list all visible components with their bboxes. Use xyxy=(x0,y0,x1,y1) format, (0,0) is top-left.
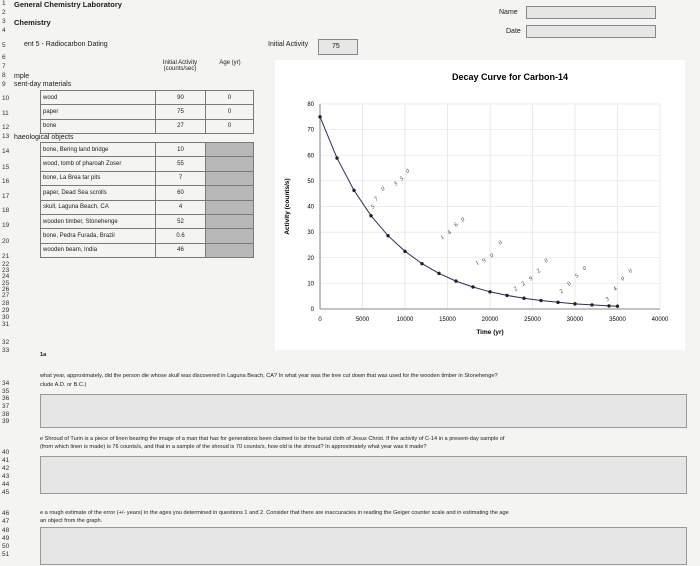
table-row xyxy=(41,171,254,185)
data-point xyxy=(369,214,372,217)
activity-column-header: Initial Activity (counts/sec) xyxy=(162,60,198,72)
chart-background xyxy=(275,60,685,350)
object-activity[interactable]: 7 xyxy=(156,171,206,185)
handwritten-mark: 0 xyxy=(581,265,588,273)
row-number: 38 xyxy=(2,411,10,418)
handwritten-mark: 1 xyxy=(474,260,481,267)
sample-name: paper xyxy=(41,105,156,119)
object-activity[interactable]: 0.6 xyxy=(156,229,206,243)
data-point xyxy=(488,290,491,293)
object-activity[interactable]: 4 xyxy=(156,200,206,214)
x-tick-label: 10000 xyxy=(396,317,414,323)
object-name: bone, Pedra Furada, Brazil xyxy=(41,229,156,243)
row-number: 47 xyxy=(2,518,10,525)
name-field[interactable] xyxy=(526,6,656,19)
row-number: 50 xyxy=(2,543,10,550)
row-number: 30 xyxy=(2,314,10,321)
archaeological-table xyxy=(40,142,254,258)
data-point xyxy=(471,285,474,288)
sample-activity[interactable]: 90 xyxy=(156,91,206,105)
data-point xyxy=(318,115,321,118)
question-1-text: what year, approximately, did the person die whose skull was discovered in Laguna Beach, CA? In what year was the tree cut down that was used for the wooden timber in Stonehenge? xyxy=(40,373,498,379)
handwritten-mark: 0 xyxy=(380,186,387,193)
row-number: 40 xyxy=(2,449,10,456)
handwritten-mark: 9 xyxy=(528,275,535,283)
row-number: 3 xyxy=(2,18,6,25)
table-row xyxy=(41,143,254,157)
row-number: 11 xyxy=(2,110,9,117)
question-1-number: 1a xyxy=(40,352,47,358)
row-number: 43 xyxy=(2,473,10,480)
handwritten-mark: 2 xyxy=(520,280,527,288)
handwritten-mark: 0 xyxy=(627,268,634,275)
y-tick-label: 40 xyxy=(307,204,314,211)
table-row xyxy=(41,200,254,214)
sample-activity[interactable]: 27 xyxy=(156,119,206,133)
data-point xyxy=(505,294,508,297)
data-point xyxy=(454,279,457,282)
object-age-cell[interactable] xyxy=(206,157,254,171)
date-field[interactable] xyxy=(526,25,656,38)
table-row xyxy=(41,91,254,105)
row-number: 20 xyxy=(2,238,10,245)
object-name: wooden beam, India xyxy=(41,243,156,257)
answer-box-2[interactable] xyxy=(40,456,687,494)
row-number: 12 xyxy=(2,124,10,131)
archaeological-label: haeological objects xyxy=(14,134,74,141)
table-row xyxy=(41,214,254,228)
handwritten-mark: 2 xyxy=(535,268,543,275)
row-number: 22 xyxy=(2,261,10,268)
data-point xyxy=(420,262,423,265)
x-tick-label: 5000 xyxy=(355,317,370,323)
row-number: 16 xyxy=(2,178,10,185)
x-tick-label: 40000 xyxy=(651,317,669,323)
handwritten-mark: 6 xyxy=(453,222,460,229)
sample-age[interactable]: 0 xyxy=(206,119,254,133)
handwritten-mark: 9 xyxy=(481,257,488,265)
object-age-cell[interactable] xyxy=(206,186,254,200)
handwritten-mark: 7 xyxy=(373,196,380,203)
handwritten-mark: 2 xyxy=(558,288,565,296)
data-point xyxy=(607,304,610,307)
lab-title: General Chemistry Laboratory xyxy=(14,0,122,9)
row-number: 7 xyxy=(2,63,6,70)
data-point xyxy=(386,234,389,237)
table-row xyxy=(41,229,254,243)
x-tick-label: 35000 xyxy=(609,317,626,323)
date-label: Date xyxy=(506,28,521,35)
decay-chart-svg xyxy=(275,60,685,350)
handwritten-mark: 5 xyxy=(399,175,406,183)
data-point xyxy=(590,303,593,306)
object-activity[interactable]: 55 xyxy=(156,157,206,171)
handwritten-mark: 5 xyxy=(370,204,377,211)
sample-name: bone xyxy=(41,119,156,133)
y-tick-label: 10 xyxy=(307,281,314,288)
question-2-text: e Shroud of Turin is a piece of linen bearing the image of a man that has for generations been claimed to be the burial cloth of Jesus Christ. If the activity of C-14 in a present-day sample of xyxy=(40,436,505,442)
row-number: 5 xyxy=(2,42,6,49)
row-number: 32 xyxy=(2,339,10,346)
initial-activity-label: Initial Activity xyxy=(268,41,309,48)
handwritten-mark: 0 xyxy=(460,216,467,224)
row-number: 41 xyxy=(2,457,10,464)
data-point xyxy=(437,272,440,275)
handwritten-mark: 0 xyxy=(489,252,496,260)
object-activity[interactable]: 52 xyxy=(156,214,206,228)
row-number: 48 xyxy=(2,527,10,534)
x-tick-label: 30000 xyxy=(566,317,584,323)
data-point xyxy=(352,189,355,192)
x-tick-label: 0 xyxy=(318,317,322,323)
object-activity[interactable]: 60 xyxy=(156,186,206,200)
decay-chart xyxy=(275,60,685,350)
row-number: 51 xyxy=(2,551,10,558)
handwritten-mark: 0 xyxy=(620,275,627,283)
row-number: 1 xyxy=(2,0,6,7)
y-tick-label: 70 xyxy=(307,127,314,134)
row-number: 29 xyxy=(2,307,10,314)
handwritten-mark: 0 xyxy=(543,257,550,265)
name-label: Name xyxy=(499,9,518,16)
object-name: bone, La Brea tar pits xyxy=(41,171,156,185)
object-age-cell[interactable] xyxy=(206,214,254,228)
object-age-cell[interactable] xyxy=(206,171,254,185)
handwritten-mark: 1 xyxy=(439,234,446,242)
row-number: 36 xyxy=(2,395,10,402)
question-1-text-2: clude A.D. or B.C.) xyxy=(40,382,87,388)
sample-label: mple xyxy=(14,73,30,80)
row-number: 4 xyxy=(2,27,6,34)
answer-box-1[interactable] xyxy=(40,394,687,428)
present-day-label: sent-day materials xyxy=(14,81,72,88)
row-number: 19 xyxy=(2,222,10,229)
row-number: 14 xyxy=(2,148,10,155)
chart-title: Decay Curve for Carbon-14 xyxy=(451,72,569,82)
present-day-table xyxy=(40,90,254,134)
handwritten-mark: 0 xyxy=(497,239,504,247)
object-name: bone, Bering land bridge xyxy=(41,143,156,157)
sample-age[interactable]: 0 xyxy=(206,91,254,105)
row-number: 15 xyxy=(2,164,10,171)
row-number: 9 xyxy=(2,81,6,88)
object-name: wood, tomb of pharoah Zoser xyxy=(41,157,156,171)
table-row xyxy=(41,243,254,257)
initial-activity-value: 75 xyxy=(332,43,340,50)
answer-box-3[interactable] xyxy=(40,527,687,565)
question-2-text-2: (from which linen is made) is 76 counts/s, and that in a sample of the shroud is 70 counts/s, how old is the shroud? In approximately what year was it made? xyxy=(40,444,427,450)
row-number: 17 xyxy=(2,193,10,200)
object-age-cell[interactable] xyxy=(206,143,254,157)
data-point xyxy=(556,301,559,304)
row-number: 23 xyxy=(2,267,10,274)
y-tick-label: 20 xyxy=(307,255,314,262)
handwritten-mark: 2 xyxy=(512,286,520,293)
handwritten-mark: 0 xyxy=(404,168,412,175)
row-number: 18 xyxy=(2,207,10,214)
table-row xyxy=(41,119,254,133)
row-number: 24 xyxy=(2,273,10,280)
sample-activity[interactable]: 75 xyxy=(156,105,206,119)
row-number: 42 xyxy=(2,465,10,472)
x-axis-label: Time (yr) xyxy=(476,329,504,336)
row-number: 8 xyxy=(2,72,6,79)
row-number: 35 xyxy=(2,388,10,395)
y-tick-label: 30 xyxy=(307,230,314,237)
object-activity[interactable]: 10 xyxy=(156,143,206,157)
object-age-cell[interactable] xyxy=(206,200,254,214)
data-point xyxy=(335,156,338,159)
row-number: 10 xyxy=(2,95,10,102)
row-number: 45 xyxy=(2,489,10,496)
y-tick-label: 60 xyxy=(307,153,314,160)
row-number: 26 xyxy=(2,286,10,293)
table-row xyxy=(41,157,254,171)
row-number: 2 xyxy=(2,9,6,16)
question-3-text: e a rough estimate of the error (+/- years) in the ages you determined in questions 1 and 2. Consider that there are inaccuracies in reading the Geiger counter scale and in estimating the age xyxy=(40,510,509,516)
object-activity[interactable]: 46 xyxy=(156,243,206,257)
data-point xyxy=(573,302,576,305)
handwritten-mark: 4 xyxy=(446,229,453,237)
row-number: 27 xyxy=(2,292,10,299)
row-number: 13 xyxy=(2,133,10,140)
table-row xyxy=(41,186,254,200)
x-tick-label: 20000 xyxy=(481,317,499,323)
handwritten-mark: 5 xyxy=(574,273,581,280)
course-title: Chemistry xyxy=(14,18,51,27)
y-tick-label: 0 xyxy=(310,307,314,313)
handwritten-mark: 3 xyxy=(393,181,400,188)
data-point xyxy=(616,304,619,307)
row-number: 33 xyxy=(2,347,10,354)
y-tick-label: 80 xyxy=(307,102,314,108)
object-age-cell[interactable] xyxy=(206,229,254,243)
object-name: skull, Laguna Beach, CA xyxy=(41,200,156,214)
data-point xyxy=(403,250,406,253)
data-point xyxy=(539,299,542,302)
handwritten-mark: 3 xyxy=(604,296,611,303)
row-number: 49 xyxy=(2,535,10,542)
object-age-cell[interactable] xyxy=(206,243,254,257)
experiment-title: ent 5 - Radiocarbon Dating xyxy=(24,41,108,48)
row-number: 31 xyxy=(2,321,10,328)
sample-age[interactable]: 0 xyxy=(206,105,254,119)
age-column-header: Age (yr) xyxy=(219,60,241,66)
question-3-text-2: an object from the graph. xyxy=(40,518,103,524)
row-number: 6 xyxy=(2,54,6,61)
handwritten-mark: 0 xyxy=(566,280,573,288)
data-point xyxy=(522,297,525,300)
y-tick-label: 50 xyxy=(307,178,314,185)
row-number: 46 xyxy=(2,510,10,517)
table-row xyxy=(41,105,254,119)
row-number: 37 xyxy=(2,403,10,410)
initial-activity-cell[interactable] xyxy=(318,39,358,55)
row-number: 21 xyxy=(2,253,10,260)
sample-name: wood xyxy=(41,91,156,105)
row-number: 39 xyxy=(2,418,10,425)
row-number: 34 xyxy=(2,380,10,387)
object-name: wooden timber, Stonehenge xyxy=(41,214,156,228)
x-tick-label: 15000 xyxy=(439,317,456,323)
row-number: 25 xyxy=(2,280,10,287)
row-number: 28 xyxy=(2,300,10,307)
object-name: paper, Dead Sea scrolls xyxy=(41,186,156,200)
x-tick-label: 25000 xyxy=(524,317,541,323)
y-axis-label: Activity (counts/s) xyxy=(284,178,291,235)
handwritten-mark: 4 xyxy=(612,286,619,293)
row-number: 44 xyxy=(2,481,10,488)
